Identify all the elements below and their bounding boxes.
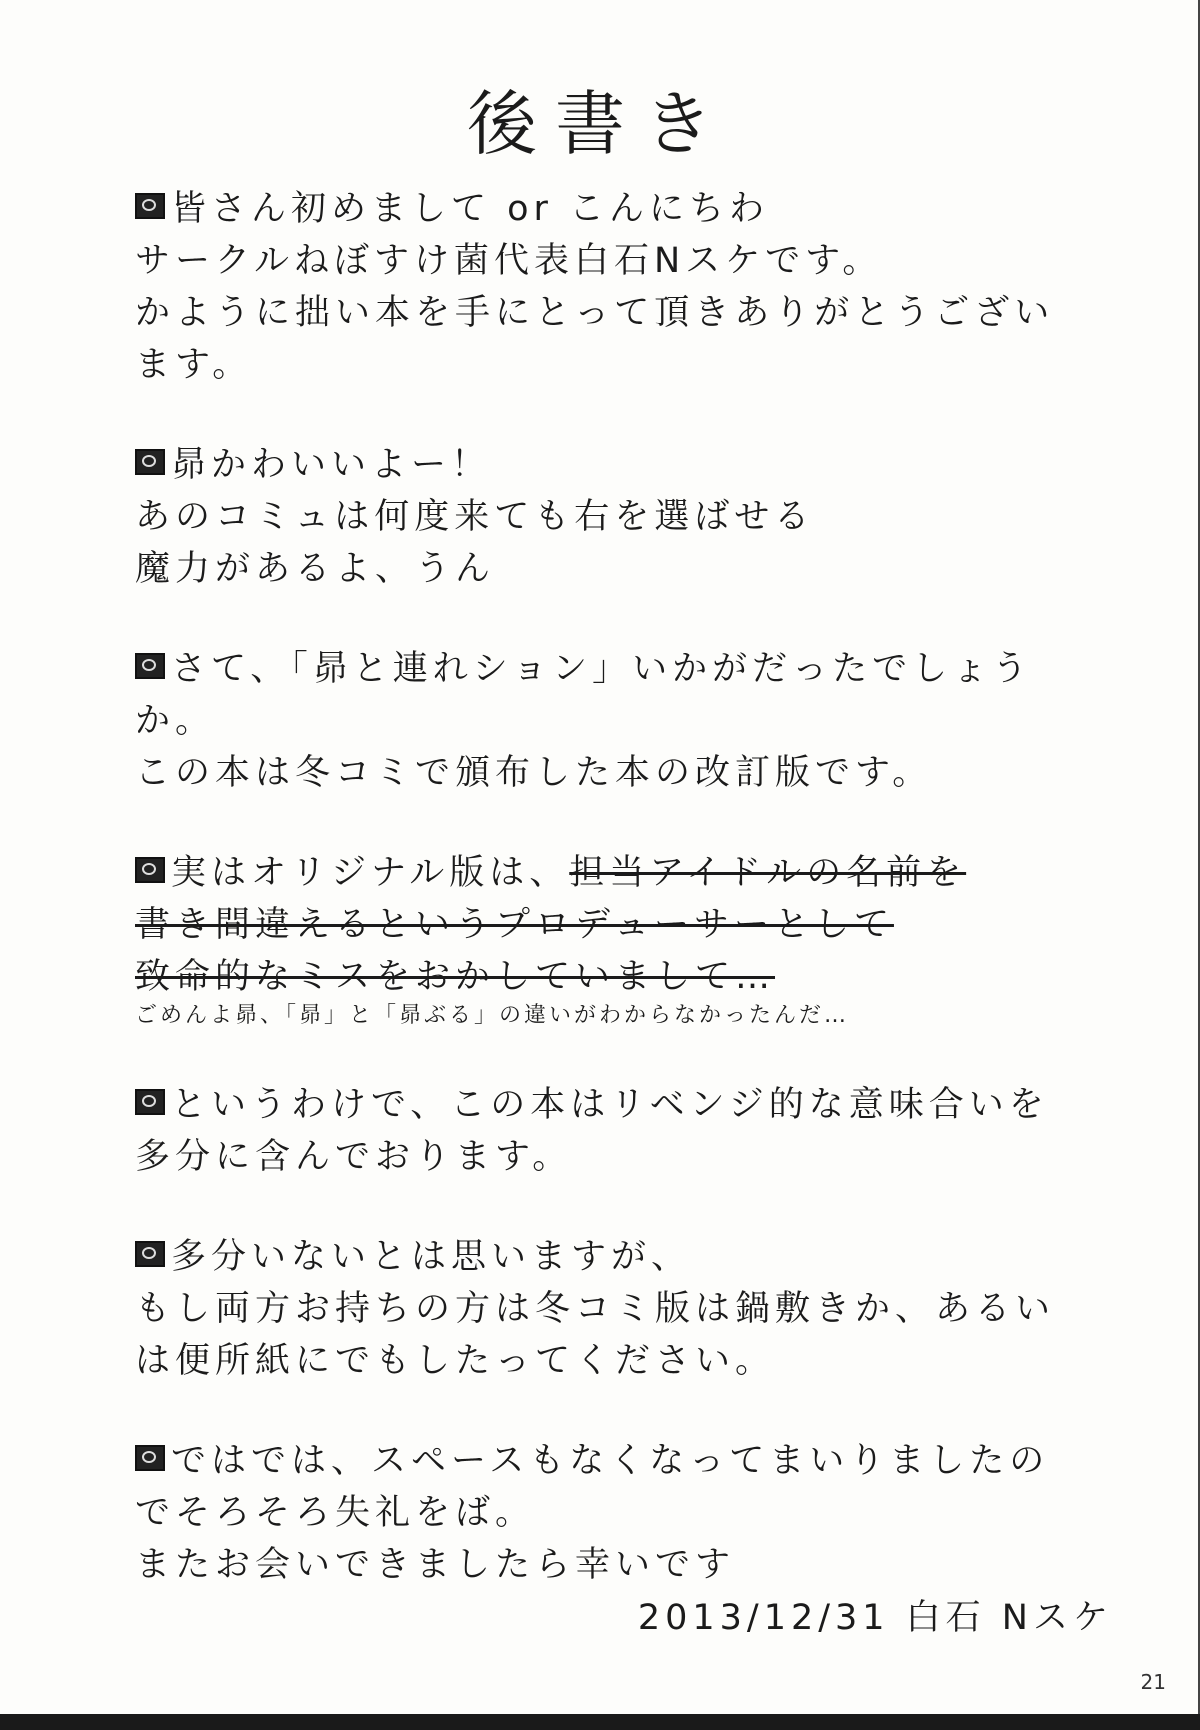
page-title: 後書き	[467, 83, 731, 165]
struck-text: 書き間違えるというプロデューサーとして	[135, 905, 894, 945]
paragraph-closing	[135, 1435, 1115, 1591]
bullet-icon	[135, 653, 165, 679]
text-line: でそろそろ失礼をば。	[135, 1493, 536, 1533]
paragraph-revision	[135, 643, 1115, 799]
bullet-icon	[135, 1241, 165, 1267]
text-line: さて、「昴と連れション」いかがだったでしょう	[135, 643, 1115, 695]
paragraph-revenge	[135, 1079, 1115, 1183]
text-line: この本は冬コミで頒布した本の改訂版です。	[135, 753, 933, 793]
text-line: 多分に含んでおります。	[135, 1137, 573, 1177]
bullet-icon	[135, 1445, 165, 1471]
text-line: ます。	[135, 345, 253, 385]
text-line	[135, 951, 1115, 1003]
text-line: 多分いないとは思いますが、	[135, 1231, 1115, 1283]
bullet-icon	[135, 449, 165, 475]
aside-note: ごめんよ昴、「昴」と「昴ぶる」の違いがわからなかったんだ…	[135, 1003, 850, 1028]
text-line: あのコミュは何度来ても右を選ばせる	[135, 497, 815, 537]
text-line: は便所紙にでもしたってください。	[135, 1341, 776, 1381]
paragraph-both-copies	[135, 1231, 1115, 1387]
text-line: もし両方お持ちの方は冬コミ版は鍋敷きか、あるい	[135, 1289, 1056, 1329]
text-line: 魔力があるよ、うん	[135, 549, 496, 589]
bullet-icon	[135, 193, 165, 219]
paragraph-mistake	[135, 847, 1115, 1031]
text-line: 昴かわいいよー！	[135, 439, 1115, 491]
afterword-body	[135, 183, 1115, 1639]
text-line	[135, 899, 1115, 951]
text-line: 実はオリジナル版は、担当アイドルの名前を	[135, 847, 1115, 899]
bullet-icon	[135, 857, 165, 883]
text-line: サークルねぼすけ菌代表白石Nスケです。	[135, 241, 883, 281]
text-line: か。	[135, 701, 216, 741]
page-number: 21	[1140, 1670, 1166, 1694]
text-line: というわけで、この本はリベンジ的な意味合いを	[135, 1079, 1115, 1131]
text-line: かように拙い本を手にとって頂きありがとうござい	[135, 293, 1055, 333]
bullet-icon	[135, 1089, 165, 1115]
text-line: ではでは、スペースもなくなってまいりましたの	[135, 1435, 1115, 1487]
signature: 2013/12/31 白石 Nスケ	[637, 1598, 1113, 1638]
text-line: 皆さん初めまして or こんにちわ	[135, 183, 1115, 235]
struck-text: 致命的なミスをおかしていまして…	[135, 957, 776, 997]
text-line: またお会いできましたら幸いです	[135, 1545, 736, 1585]
struck-text: 担当アイドルの名前を	[569, 853, 967, 893]
paragraph-subaru	[135, 439, 1115, 595]
paragraph-greeting	[135, 183, 1115, 391]
